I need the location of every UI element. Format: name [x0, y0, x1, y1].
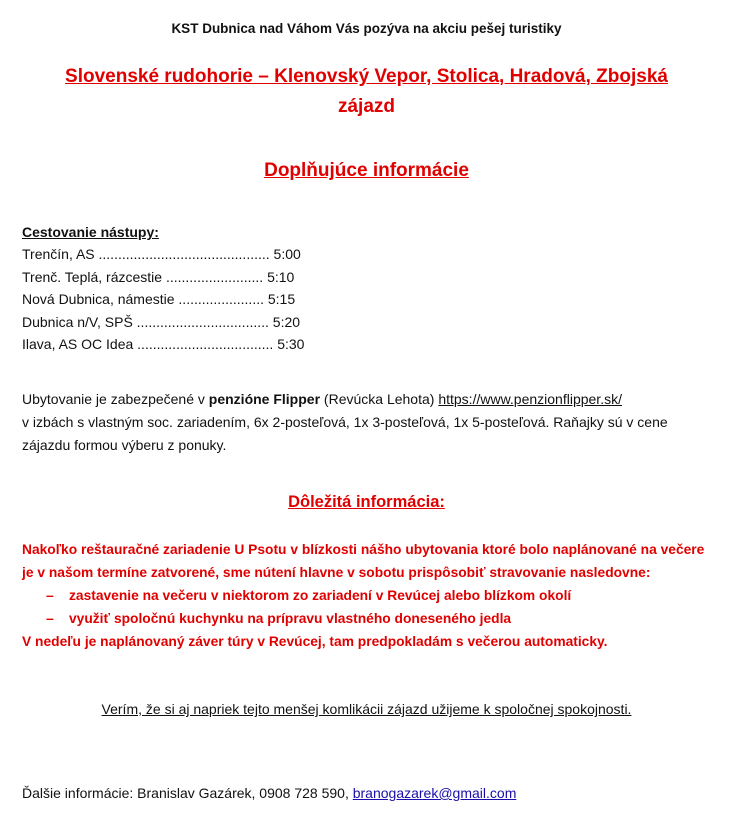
accommodation-prefix: Ubytovanie je zabezpečené v	[22, 391, 209, 407]
accommodation-line3: zájazdu formou výberu z ponuky.	[22, 437, 227, 453]
important-line2: je v našom termíne zatvorené, sme nútení hlavne v sobotu prispôsobiť stravovanie nasledovne:	[22, 565, 651, 580]
bullet-dash: –	[46, 587, 54, 603]
pension-name: penzióne Flipper	[208, 391, 321, 407]
departure-item: Dubnica n/V, SPŠ .................................. 5:20	[22, 314, 301, 330]
contact-email-link[interactable]: branogazarek@gmail.com	[352, 785, 517, 801]
departure-item: Nová Dubnica, námestie ...................... 5:15	[22, 291, 296, 307]
header-invitation: KST Dubnica nad Váhom Vás pozýva na akciu pešej turistiky	[171, 21, 562, 36]
bullet-item: zastavenie na večeru v niektorom zo zariadení v Revúcej alebo blízkom okolí	[69, 588, 572, 603]
bullet-dash: –	[46, 610, 54, 626]
important-line1: Nakoľko reštauračné zariadenie U Psotu v blízkosti nášho ubytovania ktoré bolo naplánované na večere	[22, 542, 705, 557]
accommodation-line1	[22, 391, 622, 407]
bullet-item: využiť spoločnú kuchynku na prípravu vlastného doneseného jedla	[69, 611, 512, 626]
pension-website-link[interactable]: https://www.penzionflipper.sk/	[438, 391, 622, 407]
departure-item: Trenč. Teplá, rázcestie ......................... 5:10	[22, 269, 295, 285]
contact-line	[22, 785, 516, 801]
trip-title: Slovenské rudohorie – Klenovský Vepor, Stolica, Hradová, Zbojská	[65, 66, 668, 87]
important-info-heading: Dôležitá informácia:	[288, 493, 445, 511]
departure-item: Ilava, AS OC Idea ................................... 5:30	[22, 336, 305, 352]
pension-place: (Revúcka Lehota)	[320, 391, 439, 407]
departure-item: Trenčín, AS ............................................ 5:00	[22, 246, 301, 262]
supplementary-info-heading: Doplňujúce informácie	[264, 160, 469, 181]
contact-prefix: Ďalšie informácie: Branislav Gazárek, 0908 728 590,	[22, 785, 353, 801]
accommodation-line2: v izbách s vlastným soc. zariadením, 6x 2-posteľová, 1x 3-posteľová, 1x 5-posteľová. Raňajky sú v cene	[22, 414, 668, 430]
trip-title-zajazd: zájazd	[337, 96, 396, 117]
important-line3: V nedeľu je naplánovaný záver túry v Revúcej, tam predpokladám s večerou automaticky.	[22, 634, 608, 649]
departures-heading: Cestovanie nástupy:	[22, 224, 159, 240]
closing-sentence: Verím, že si aj napriek tejto menšej komlikácii zájazd užijeme k spoločnej spokojnosti.	[101, 701, 632, 717]
